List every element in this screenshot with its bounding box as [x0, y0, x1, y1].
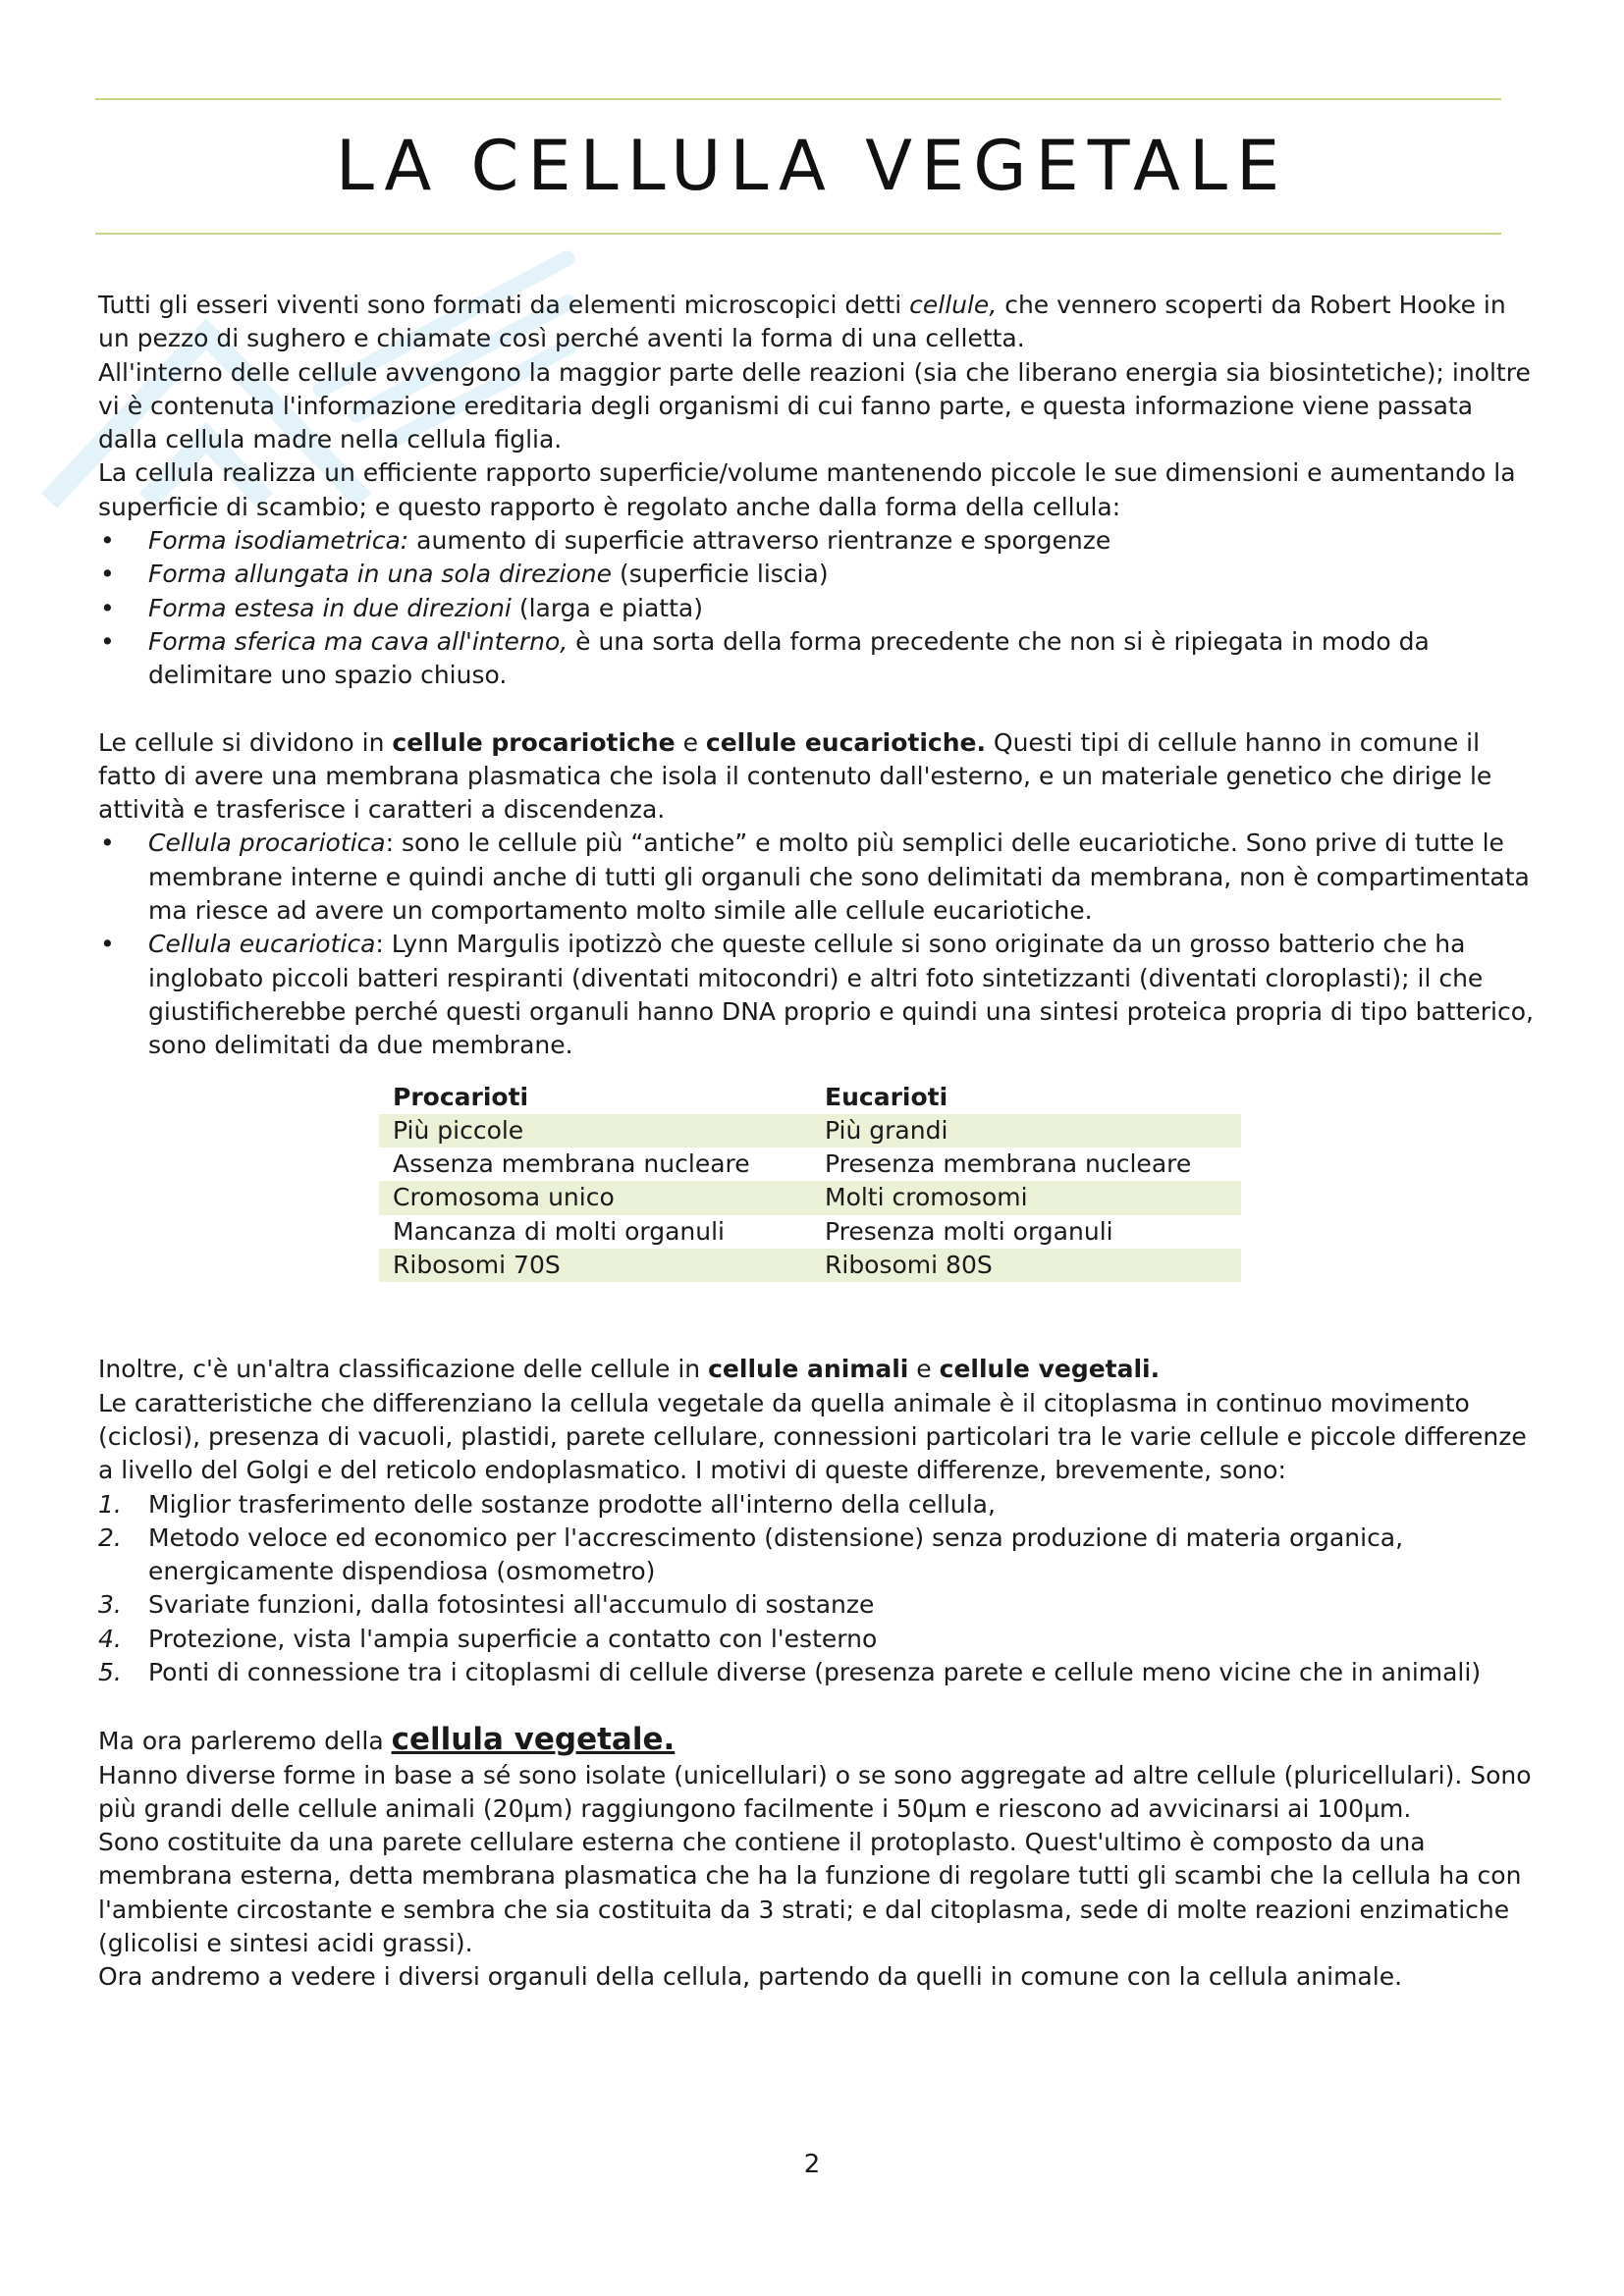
table-row: [379, 1181, 1241, 1214]
table-cell: Ribosomi 70S: [379, 1249, 811, 1282]
table-header-row: [379, 1081, 1241, 1114]
list-item: • Forma isodiametrica: aumento di superficie attraverso rientranze e sporgenze: [98, 524, 1534, 558]
spacer: [98, 693, 1534, 726]
title-bottom-rule: [95, 233, 1501, 235]
vegetal-paragraph-2: Sono costituite da una parete cellulare esterna che contiene il protoplasto. Quest'ultimo è composto da una membrana esterna, detta membrana plasmatica che ha la funzione di regolare tutti gli scambi che la cellula ha con l'ambiente circostante e sembra che sia costituita da 3 strati; e dal citoplasma, sede di molte reazioni enzimatiche (glicolisi e sintesi acidi grassi).: [98, 1828, 1522, 1958]
comparison-table: [379, 1081, 1241, 1283]
table-cell: Molti cromosomi: [811, 1181, 1241, 1214]
list-item: • Cellula procariotica: sono le cellule più “antiche” e molto più semplici delle eucariotiche. Sono prive di tutte le membrane interne e quindi anche di tutti gli organuli che sono delimitati da membrana, non è compartimentata ma riesce ad avere un comportamento molto simile alle cellule eucariotiche.: [98, 827, 1534, 928]
reasons-list: [98, 1488, 1534, 1690]
page-title: LA CELLULA VEGETALE: [335, 126, 1289, 206]
classification-paragraph: Inoltre, c'è un'altra classificazione delle cellule in cellule animali e cellule vegetali.: [98, 1355, 1161, 1384]
spacer: [98, 1282, 1534, 1353]
list-item: • Forma allungata in una sola direzione (superficie liscia): [98, 558, 1534, 591]
section-heading-cellula-vegetale: cellula vegetale.: [391, 1722, 676, 1758]
table-cell: Assenza membrana nucleare: [393, 1149, 750, 1179]
title-top-rule: [95, 98, 1501, 100]
page-number: 2: [803, 2150, 821, 2179]
document-body: [98, 289, 1534, 1995]
table-cell: Più grandi: [811, 1114, 1241, 1148]
vegetal-lead-paragraph: Ma ora parleremo della cellula vegetale.: [98, 1722, 676, 1758]
list-item: 3. Svariate funzioni, dalla fotosintesi all'accumulo di sostanze: [98, 1590, 875, 1620]
table-cell: Presenza membrana nucleare: [825, 1149, 1192, 1179]
list-item: 4. Protezione, vista l'ampia superficie a contatto con l'esterno: [98, 1624, 878, 1653]
list-item: 5. Ponti di connessione tra i citoplasmi di cellule diverse (presenza parete e cellule meno vicine che in animali): [98, 1657, 1482, 1686]
intro-paragraph-1: Tutti gli esseri viventi sono formati da elementi microscopici detti cellule, che vennero scoperti da Robert Hooke in un pezzo di sughero e chiamate così perché aventi la forma di una celletta.: [98, 291, 1506, 353]
differences-paragraph: Le caratteristiche che differenziano la cellula vegetale da quella animale è il citoplasma in continuo movimento (ciclosi), presenza di vacuoli, plastidi, parete cellulare, connessioni particolari tra le varie cellule e piccole differenze a livello del Golgi e del reticolo endoplasmatico. I motivi di queste differenze, brevemente, sono:: [98, 1388, 1527, 1485]
list-item: 1. Miglior trasferimento delle sostanze prodotte all'interno della cellula,: [98, 1489, 996, 1519]
table-row: [379, 1215, 1241, 1249]
division-paragraph: Le cellule si dividono in cellule procariotiche e cellule eucariotiche. Questi tipi di cellule hanno in comune il fatto di avere una membrana plasmatica che isola il contenuto dall'esterno, e un materiale genetico che dirige le attività e trasferisce i caratteri a discendenza.: [98, 727, 1492, 825]
spacer: [98, 1689, 1534, 1723]
table-cell: Più piccole: [379, 1114, 811, 1148]
table-cell: Cromosoma unico: [379, 1181, 811, 1214]
table-cell: Ribosomi 80S: [811, 1249, 1241, 1282]
intro-paragraph-2: All'interno delle cellule avvengono la maggior parte delle reazioni (sia che liberano energia sia biosintetiche); inoltre vi è contenuta l'informazione ereditaria degli organismi di cui fanno parte, e questa informazione viene passata dalla cellula madre nella cellula figlia.: [98, 357, 1531, 454]
table-row: [379, 1148, 1241, 1181]
intro-paragraph-3: La cellula realizza un efficiente rapporto superficie/volume mantenendo piccole le sue dimensioni e aumentando la superficie di scambio; e questo rapporto è regolato anche dalla forma della cellula:: [98, 458, 1516, 521]
table-cell: Presenza molti organuli: [825, 1216, 1113, 1246]
cell-forms-list: [98, 524, 1534, 692]
list-item: • Forma sferica ma cava all'interno, è una sorta della forma precedente che non si è ripiegata in modo da delimitare uno spazio chiuso.: [98, 625, 1534, 693]
table-cell: Mancanza di molti organuli: [393, 1216, 725, 1246]
table-row: [379, 1114, 1241, 1148]
list-item: • Cellula eucariotica: Lynn Margulis ipotizzò che queste cellule si sono originate da un grosso batterio che ha inglobato piccoli batteri respiranti (diventati mitocondri) e altri foto sintetizzanti (diventati cloroplasti); il che giustificherebbe perché questi organuli hanno DNA proprio e quindi una sintesi proteica propria di tipo batterico, sono delimitati da due membrane.: [98, 928, 1534, 1062]
vegetal-paragraph-3: Ora andremo a vedere i diversi organuli della cellula, partendo da quelli in comune con la cellula animale.: [98, 1962, 1403, 1992]
table-header-procarioti: Procarioti: [393, 1082, 529, 1111]
list-item: • Forma estesa in due direzioni (larga e piatta): [98, 592, 1534, 625]
cell-types-list: [98, 827, 1534, 1062]
table-header-eucarioti: Eucarioti: [825, 1082, 948, 1111]
list-item: 2. Metodo veloce ed economico per l'accrescimento (distensione) senza produzione di materia organica, energicamente dispendiosa (osmometro): [98, 1522, 1404, 1586]
table-row: [379, 1249, 1241, 1282]
vegetal-paragraph-1: Hanno diverse forme in base a sé sono isolate (unicellulari) o se sono aggregate ad altre cellule (pluricellulari). Sono più grandi delle cellule animali (20µm) raggiungono facilmente i 50µm e riescono ad avvicinarsi ai 100µm.: [98, 1760, 1532, 1823]
